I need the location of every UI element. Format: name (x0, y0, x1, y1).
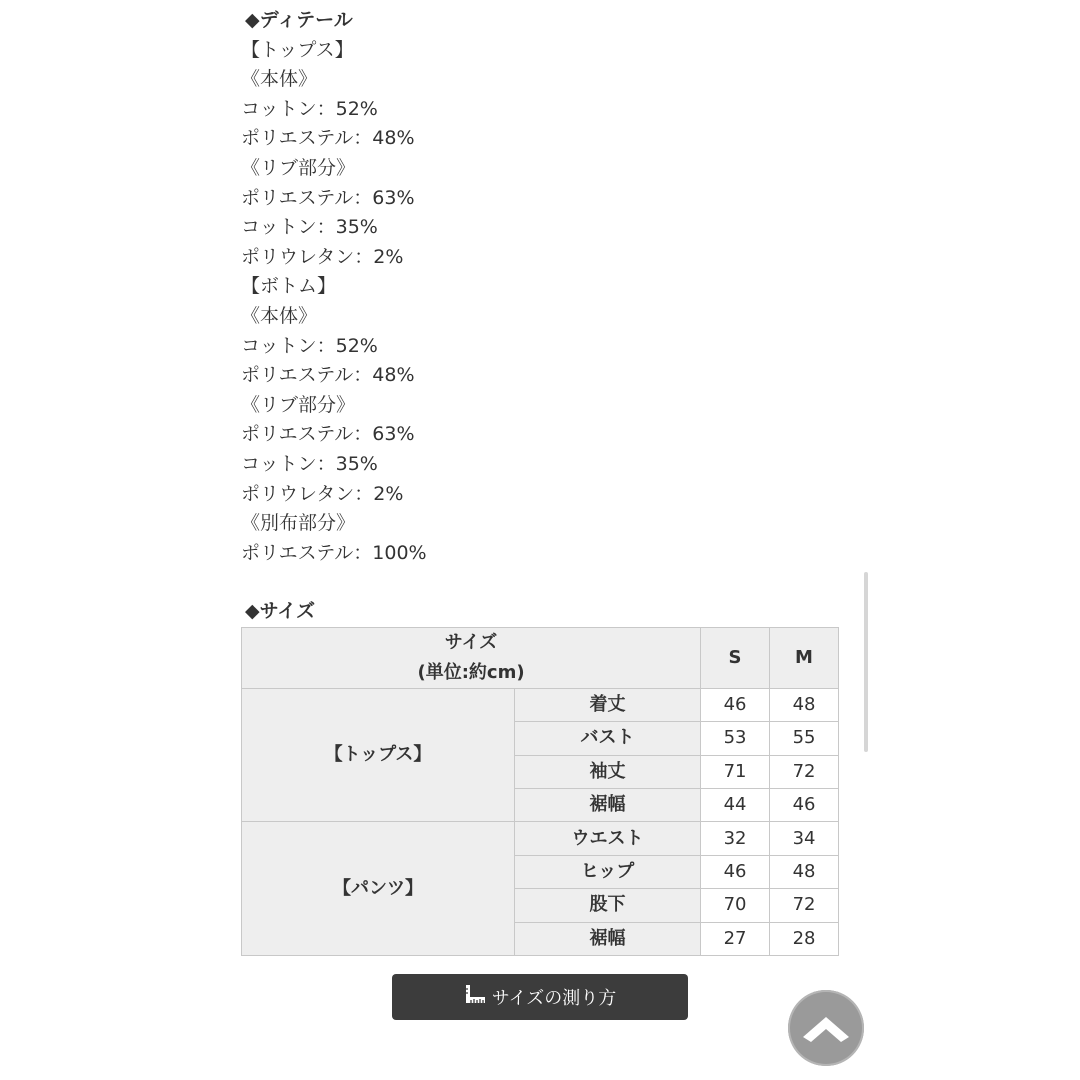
measure-label: 袖丈 (515, 755, 701, 788)
size-table-header (242, 627, 839, 688)
back-to-top-button[interactable] (788, 990, 864, 1066)
detail-line: ポリウレタン：2% (241, 245, 404, 268)
size-value: 48 (770, 688, 839, 721)
detail-line: ポリエステル：63% (241, 423, 415, 446)
size-header-unit: (単位:約cm) (417, 661, 525, 683)
table-row (242, 688, 839, 721)
size-value: 46 (701, 688, 770, 721)
detail-section-title: ◆ディテール (245, 9, 353, 31)
measure-label: ウエスト (515, 822, 701, 855)
group-label-tops: 【トップス】 (242, 688, 515, 822)
product-info (241, 6, 841, 956)
detail-line: 【ボトム】 (241, 275, 337, 298)
size-value: 72 (770, 755, 839, 788)
size-value: 70 (701, 889, 770, 922)
detail-line: コットン：35% (241, 216, 378, 239)
detail-line: コットン：52% (241, 97, 378, 120)
size-section-title: ◆サイズ (245, 600, 316, 623)
detail-line: ポリエステル：48% (241, 364, 415, 387)
group-label-pants: 【パンツ】 (242, 822, 515, 956)
size-value: 32 (701, 822, 770, 855)
size-value: 72 (770, 889, 839, 922)
size-header-cell (242, 627, 701, 688)
size-value: 27 (701, 922, 770, 955)
chevron-up-icon (801, 1011, 851, 1045)
size-value: 55 (770, 722, 839, 755)
detail-line: ポリウレタン：2% (241, 482, 404, 505)
size-guide-button[interactable] (392, 974, 688, 1020)
detail-line: ポリエステル：48% (241, 127, 415, 150)
detail-line: ポリエステル：63% (241, 186, 415, 209)
size-table (241, 627, 839, 956)
detail-line: 《本体》 (241, 68, 318, 91)
size-header-label: サイズ (444, 631, 498, 653)
detail-line: コットン：52% (241, 334, 378, 357)
measure-label: 着丈 (515, 688, 701, 721)
size-col-m: M (770, 627, 839, 688)
size-value: 28 (770, 922, 839, 955)
measure-label: 股下 (515, 889, 701, 922)
detail-line: コットン：35% (241, 452, 378, 475)
size-value: 71 (701, 755, 770, 788)
size-guide-label: サイズの測り方 (491, 988, 617, 1009)
detail-line: 《別布部分》 (241, 512, 356, 535)
detail-line: 【トップス】 (241, 38, 354, 61)
detail-line: 《リブ部分》 (241, 393, 356, 416)
ruler-icon (464, 984, 492, 1011)
size-col-s: S (701, 627, 770, 688)
size-value: 48 (770, 855, 839, 888)
detail-list (241, 36, 841, 569)
measure-label: 裾幅 (515, 922, 701, 955)
detail-line: 《本体》 (241, 304, 318, 327)
measure-label: ヒップ (515, 855, 701, 888)
detail-line: ポリエステル：100% (241, 541, 427, 564)
size-value: 53 (701, 722, 770, 755)
measure-label: 裾幅 (515, 789, 701, 822)
detail-line: 《リブ部分》 (241, 156, 356, 179)
size-value: 44 (701, 789, 770, 822)
size-value: 46 (770, 789, 839, 822)
scrollbar[interactable] (864, 572, 868, 752)
table-row (242, 822, 839, 855)
size-value: 34 (770, 822, 839, 855)
measure-label: バスト (515, 722, 701, 755)
size-value: 46 (701, 855, 770, 888)
